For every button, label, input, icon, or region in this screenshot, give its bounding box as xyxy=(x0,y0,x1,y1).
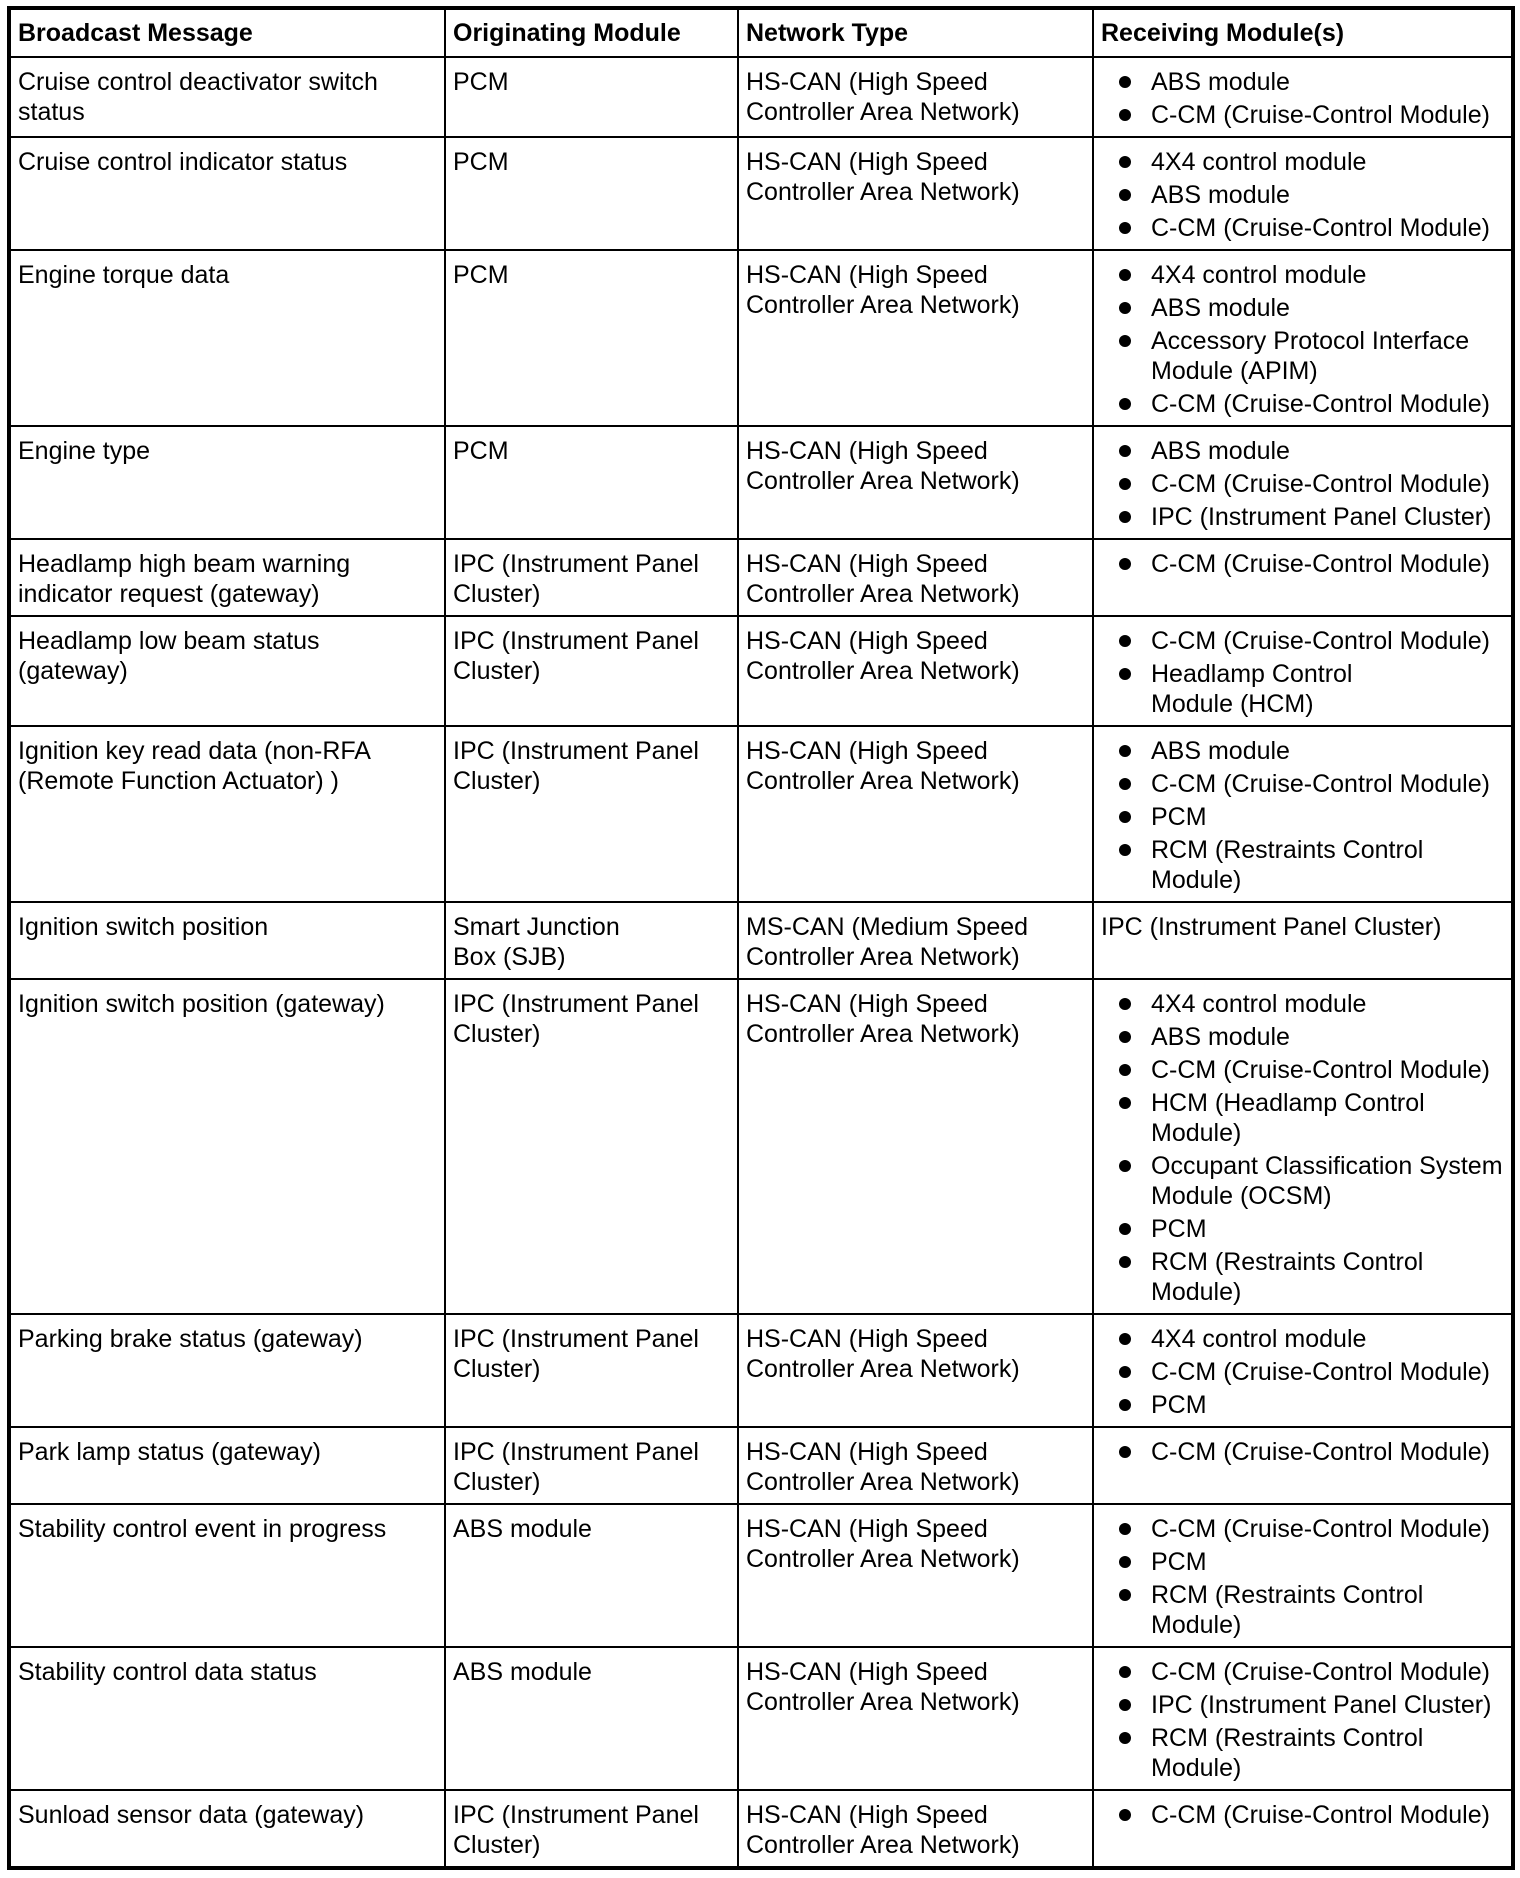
list-item xyxy=(1101,736,1504,766)
bullet-icon xyxy=(1119,76,1131,88)
receiving-modules-list xyxy=(1101,436,1504,532)
list-item xyxy=(1101,802,1504,832)
originating-module-cell xyxy=(445,539,738,616)
list-item xyxy=(1101,1247,1504,1307)
list-item xyxy=(1101,1800,1504,1830)
broadcast-message-cell xyxy=(9,1504,445,1647)
originating-module-cell-text: PCM xyxy=(453,261,509,289)
list-item xyxy=(1101,626,1504,656)
broadcast-message-cell-text: Cruise control deactivator switch status xyxy=(18,68,378,126)
receiving-module-text: PCM xyxy=(1151,1215,1207,1243)
table-row xyxy=(9,539,1513,616)
network-type-cell-text: HS-CAN (High Speed Controller Area Network) xyxy=(746,1515,1020,1573)
broadcast-message-table xyxy=(7,6,1515,1870)
list-item xyxy=(1101,1690,1504,1720)
receiving-module-text: C-CM (Cruise-Control Module) xyxy=(1151,1801,1490,1829)
list-item xyxy=(1101,1088,1504,1148)
network-type-cell xyxy=(738,1790,1093,1868)
receiving-module-text: C-CM (Cruise-Control Module) xyxy=(1151,1438,1490,1466)
receiving-module-text: PCM xyxy=(1151,1548,1207,1576)
broadcast-message-cell-text: Headlamp low beam status (gateway) xyxy=(18,627,320,685)
bullet-icon xyxy=(1119,1097,1131,1109)
originating-module-cell xyxy=(445,726,738,902)
list-item xyxy=(1101,1580,1504,1640)
table-row xyxy=(9,979,1513,1314)
receiving-modules-cell xyxy=(1093,250,1513,426)
network-type-cell-text: HS-CAN (High Speed Controller Area Network) xyxy=(746,627,1020,685)
receiving-modules-cell xyxy=(1093,616,1513,726)
bullet-icon xyxy=(1119,1223,1131,1235)
list-item xyxy=(1101,1214,1504,1244)
receiving-module-text: IPC (Instrument Panel Cluster) xyxy=(1151,503,1492,531)
receiving-modules-cell xyxy=(1093,726,1513,902)
bullet-icon xyxy=(1119,1809,1131,1821)
receiving-module-text: C-CM (Cruise-Control Module) xyxy=(1151,1056,1490,1084)
bullet-icon xyxy=(1119,302,1131,314)
bullet-icon xyxy=(1119,1446,1131,1458)
table-row xyxy=(9,902,1513,979)
bullet-icon xyxy=(1119,635,1131,647)
network-type-cell xyxy=(738,1314,1093,1427)
network-type-cell-text: HS-CAN (High Speed Controller Area Network) xyxy=(746,1438,1020,1496)
originating-module-cell xyxy=(445,250,738,426)
list-item xyxy=(1101,989,1504,1019)
receiving-module-text: 4X4 control module xyxy=(1151,148,1367,176)
receiving-modules-list xyxy=(1101,67,1504,130)
receiving-module-text: RCM (Restraints Control Module) xyxy=(1151,1581,1424,1639)
broadcast-message-cell xyxy=(9,902,445,979)
receiving-module-text: PCM xyxy=(1151,803,1207,831)
receiving-module-text: C-CM (Cruise-Control Module) xyxy=(1151,101,1490,129)
broadcast-message-cell xyxy=(9,726,445,902)
table-row xyxy=(9,1427,1513,1504)
list-item xyxy=(1101,1357,1504,1387)
list-item xyxy=(1101,549,1504,579)
network-type-cell xyxy=(738,902,1093,979)
bullet-icon xyxy=(1119,1160,1131,1172)
bullet-icon xyxy=(1119,1699,1131,1711)
network-type-cell-text: HS-CAN (High Speed Controller Area Network) xyxy=(746,148,1020,206)
receiving-module-text: ABS module xyxy=(1151,294,1290,322)
network-type-cell xyxy=(738,1504,1093,1647)
broadcast-message-cell xyxy=(9,1427,445,1504)
broadcast-message-cell xyxy=(9,1647,445,1790)
broadcast-message-cell xyxy=(9,979,445,1314)
bullet-icon xyxy=(1119,844,1131,856)
broadcast-message-cell xyxy=(9,616,445,726)
list-item xyxy=(1101,502,1504,532)
receiving-module-text: C-CM (Cruise-Control Module) xyxy=(1151,550,1490,578)
receiving-module-text: C-CM (Cruise-Control Module) xyxy=(1151,770,1490,798)
bullet-icon xyxy=(1119,558,1131,570)
receiving-modules-list xyxy=(1101,736,1504,895)
table-row xyxy=(9,1790,1513,1868)
originating-module-cell xyxy=(445,902,738,979)
list-item xyxy=(1101,1657,1504,1687)
receiving-modules-list xyxy=(1101,147,1504,243)
table-row xyxy=(9,1647,1513,1790)
receiving-modules-cell xyxy=(1093,1504,1513,1647)
bullet-icon xyxy=(1119,778,1131,790)
header-receiving-modules: Receiving Module(s) xyxy=(1093,8,1513,57)
receiving-modules-list xyxy=(1101,1514,1504,1640)
broadcast-message-cell xyxy=(9,137,445,250)
broadcast-message-cell xyxy=(9,539,445,616)
originating-module-cell-text: IPC (Instrument Panel Cluster) xyxy=(453,1325,699,1383)
receiving-module-text: ABS module xyxy=(1151,181,1290,209)
originating-module-cell-text: PCM xyxy=(453,437,509,465)
receiving-module-text: ABS module xyxy=(1151,68,1290,96)
bullet-icon xyxy=(1119,1256,1131,1268)
originating-module-cell-text: IPC (Instrument Panel Cluster) xyxy=(453,1438,699,1496)
list-item xyxy=(1101,1514,1504,1544)
list-item xyxy=(1101,436,1504,466)
list-item xyxy=(1101,1723,1504,1783)
broadcast-message-cell-text: Stability control data status xyxy=(18,1658,317,1686)
list-item xyxy=(1101,1390,1504,1420)
table-row xyxy=(9,1314,1513,1427)
bullet-icon xyxy=(1119,478,1131,490)
broadcast-message-cell xyxy=(9,57,445,137)
receiving-modules-list xyxy=(1101,989,1504,1307)
originating-module-cell-text: IPC (Instrument Panel Cluster) xyxy=(453,550,699,608)
bullet-icon xyxy=(1119,398,1131,410)
receiving-modules-cell xyxy=(1093,1790,1513,1868)
table-row xyxy=(9,57,1513,137)
receiving-module-text: Accessory Protocol Interface Module (APIM) xyxy=(1151,327,1470,385)
bullet-icon xyxy=(1119,811,1131,823)
list-item xyxy=(1101,260,1504,290)
broadcast-message-cell-text: Parking brake status (gateway) xyxy=(18,1325,363,1353)
network-type-cell xyxy=(738,137,1093,250)
network-type-cell-text: HS-CAN (High Speed Controller Area Network) xyxy=(746,990,1020,1048)
receiving-modules-list xyxy=(1101,1657,1504,1783)
receiving-modules-cell-text: IPC (Instrument Panel Cluster) xyxy=(1101,913,1442,941)
list-item xyxy=(1101,1437,1504,1467)
receiving-modules-list xyxy=(1101,1324,1504,1420)
originating-module-cell-text: IPC (Instrument Panel Cluster) xyxy=(453,1801,699,1859)
broadcast-message-cell-text: Headlamp high beam warning indicator request (gateway) xyxy=(18,550,351,608)
table-row xyxy=(9,250,1513,426)
receiving-module-text: ABS module xyxy=(1151,1023,1290,1051)
list-item xyxy=(1101,835,1504,895)
list-item xyxy=(1101,469,1504,499)
list-item xyxy=(1101,293,1504,323)
receiving-module-text: IPC (Instrument Panel Cluster) xyxy=(1151,1691,1492,1719)
broadcast-message-cell-text: Ignition switch position xyxy=(18,913,269,941)
network-type-cell xyxy=(738,1427,1093,1504)
originating-module-cell xyxy=(445,1647,738,1790)
receiving-module-text: C-CM (Cruise-Control Module) xyxy=(1151,214,1490,242)
list-item xyxy=(1101,1022,1504,1052)
receiving-modules-cell xyxy=(1093,539,1513,616)
receiving-modules-cell xyxy=(1093,426,1513,539)
list-item xyxy=(1101,389,1504,419)
receiving-module-text: C-CM (Cruise-Control Module) xyxy=(1151,390,1490,418)
network-type-cell xyxy=(738,1647,1093,1790)
bullet-icon xyxy=(1119,745,1131,757)
network-type-cell-text: HS-CAN (High Speed Controller Area Network) xyxy=(746,68,1020,126)
receiving-modules-cell xyxy=(1093,137,1513,250)
broadcast-message-cell-text: Park lamp status (gateway) xyxy=(18,1438,321,1466)
bullet-icon xyxy=(1119,1031,1131,1043)
table-row xyxy=(9,616,1513,726)
list-item xyxy=(1101,326,1504,386)
bullet-icon xyxy=(1119,269,1131,281)
receiving-module-text: RCM (Restraints Control Module) xyxy=(1151,1724,1424,1782)
broadcast-message-cell xyxy=(9,1314,445,1427)
bullet-icon xyxy=(1119,1666,1131,1678)
originating-module-cell xyxy=(445,979,738,1314)
originating-module-cell-text: IPC (Instrument Panel Cluster) xyxy=(453,990,699,1048)
network-type-cell-text: HS-CAN (High Speed Controller Area Network) xyxy=(746,1325,1020,1383)
list-item xyxy=(1101,769,1504,799)
bullet-icon xyxy=(1119,1589,1131,1601)
network-type-cell xyxy=(738,616,1093,726)
bullet-icon xyxy=(1119,1556,1131,1568)
originating-module-cell xyxy=(445,616,738,726)
originating-module-cell-text: PCM xyxy=(453,68,509,96)
originating-module-cell xyxy=(445,1314,738,1427)
list-item xyxy=(1101,67,1504,97)
broadcast-message-cell-text: Cruise control indicator status xyxy=(18,148,348,176)
originating-module-cell xyxy=(445,1427,738,1504)
bullet-icon xyxy=(1119,998,1131,1010)
list-item xyxy=(1101,1324,1504,1354)
table-row xyxy=(9,137,1513,250)
bullet-icon xyxy=(1119,156,1131,168)
receiving-module-text: ABS module xyxy=(1151,737,1290,765)
bullet-icon xyxy=(1119,1523,1131,1535)
originating-module-cell-text: PCM xyxy=(453,148,509,176)
table-header xyxy=(9,8,1513,57)
bullet-icon xyxy=(1119,222,1131,234)
receiving-modules-cell xyxy=(1093,1427,1513,1504)
broadcast-message-cell xyxy=(9,1790,445,1868)
bullet-icon xyxy=(1119,1366,1131,1378)
receiving-module-text: RCM (Restraints Control Module) xyxy=(1151,836,1424,894)
bullet-icon xyxy=(1119,1399,1131,1411)
network-type-cell xyxy=(738,57,1093,137)
bullet-icon xyxy=(1119,1064,1131,1076)
receiving-module-text: RCM (Restraints Control Module) xyxy=(1151,1248,1424,1306)
receiving-module-text: C-CM (Cruise-Control Module) xyxy=(1151,470,1490,498)
list-item xyxy=(1101,147,1504,177)
receiving-module-text: C-CM (Cruise-Control Module) xyxy=(1151,1358,1490,1386)
network-type-cell xyxy=(738,250,1093,426)
receiving-modules-list xyxy=(1101,1800,1504,1830)
originating-module-cell xyxy=(445,57,738,137)
network-type-cell-text: HS-CAN (High Speed Controller Area Network) xyxy=(746,1658,1020,1716)
bullet-icon xyxy=(1119,445,1131,457)
network-type-cell xyxy=(738,979,1093,1314)
receiving-modules-cell xyxy=(1093,902,1513,979)
header-originating-module: Originating Module xyxy=(445,8,738,57)
list-item xyxy=(1101,1055,1504,1085)
originating-module-cell xyxy=(445,1504,738,1647)
network-type-cell-text: HS-CAN (High Speed Controller Area Network) xyxy=(746,1801,1020,1859)
broadcast-message-cell-text: Engine torque data xyxy=(18,261,230,289)
originating-module-cell-text: ABS module xyxy=(453,1658,592,1686)
originating-module-cell xyxy=(445,426,738,539)
network-type-cell-text: HS-CAN (High Speed Controller Area Network) xyxy=(746,550,1020,608)
originating-module-cell xyxy=(445,1790,738,1868)
receiving-module-text: ABS module xyxy=(1151,437,1290,465)
broadcast-message-cell-text: Stability control event in progress xyxy=(18,1515,387,1543)
bullet-icon xyxy=(1119,668,1131,680)
table-row xyxy=(9,726,1513,902)
network-type-cell-text: HS-CAN (High Speed Controller Area Network) xyxy=(746,737,1020,795)
receiving-module-text: Occupant Classification System Module (OCSM) xyxy=(1151,1152,1503,1210)
broadcast-message-cell-text: Ignition switch position (gateway) xyxy=(18,990,385,1018)
broadcast-message-cell xyxy=(9,426,445,539)
list-item xyxy=(1101,100,1504,130)
table-row xyxy=(9,1504,1513,1647)
bullet-icon xyxy=(1119,109,1131,121)
receiving-modules-cell xyxy=(1093,979,1513,1314)
originating-module-cell-text: ABS module xyxy=(453,1515,592,1543)
receiving-module-text: 4X4 control module xyxy=(1151,1325,1367,1353)
header-row xyxy=(9,8,1513,57)
originating-module-cell xyxy=(445,137,738,250)
receiving-module-text: PCM xyxy=(1151,1391,1207,1419)
bullet-icon xyxy=(1119,335,1131,347)
receiving-modules-list xyxy=(1101,1437,1504,1467)
bullet-icon xyxy=(1119,511,1131,523)
receiving-modules-list xyxy=(1101,549,1504,579)
list-item xyxy=(1101,1547,1504,1577)
table-row xyxy=(9,426,1513,539)
originating-module-cell-text: IPC (Instrument Panel Cluster) xyxy=(453,737,699,795)
broadcast-message-cell-text: Sunload sensor data (gateway) xyxy=(18,1801,365,1829)
broadcast-message-table-container xyxy=(7,6,1511,1870)
network-type-cell xyxy=(738,426,1093,539)
receiving-module-text: C-CM (Cruise-Control Module) xyxy=(1151,1658,1490,1686)
receiving-module-text: C-CM (Cruise-Control Module) xyxy=(1151,627,1490,655)
network-type-cell-text: MS-CAN (Medium Speed Controller Area Network) xyxy=(746,913,1029,971)
receiving-module-text: 4X4 control module xyxy=(1151,990,1367,1018)
receiving-module-text: C-CM (Cruise-Control Module) xyxy=(1151,1515,1490,1543)
bullet-icon xyxy=(1119,1732,1131,1744)
broadcast-message-cell xyxy=(9,250,445,426)
network-type-cell xyxy=(738,726,1093,902)
receiving-module-text: Headlamp Control Module (HCM) xyxy=(1151,660,1353,718)
receiving-modules-cell xyxy=(1093,1314,1513,1427)
receiving-modules-list xyxy=(1101,626,1504,719)
bullet-icon xyxy=(1119,1333,1131,1345)
broadcast-message-cell-text: Engine type xyxy=(18,437,151,465)
originating-module-cell-text: Smart Junction Box (SJB) xyxy=(453,913,620,971)
list-item xyxy=(1101,1151,1504,1211)
list-item xyxy=(1101,213,1504,243)
receiving-modules-cell xyxy=(1093,57,1513,137)
network-type-cell xyxy=(738,539,1093,616)
receiving-modules-cell xyxy=(1093,1647,1513,1790)
list-item xyxy=(1101,180,1504,210)
bullet-icon xyxy=(1119,189,1131,201)
broadcast-message-cell-text: Ignition key read data (non-RFA (Remote Function Actuator) ) xyxy=(18,737,371,795)
header-broadcast-message: Broadcast Message xyxy=(9,8,445,57)
receiving-module-text: 4X4 control module xyxy=(1151,261,1367,289)
header-network-type: Network Type xyxy=(738,8,1093,57)
originating-module-cell-text: IPC (Instrument Panel Cluster) xyxy=(453,627,699,685)
table-body xyxy=(9,57,1513,1868)
network-type-cell-text: HS-CAN (High Speed Controller Area Network) xyxy=(746,437,1020,495)
receiving-module-text: HCM (Headlamp Control Module) xyxy=(1151,1089,1425,1147)
network-type-cell-text: HS-CAN (High Speed Controller Area Network) xyxy=(746,261,1020,319)
receiving-modules-list xyxy=(1101,260,1504,419)
list-item xyxy=(1101,659,1504,719)
